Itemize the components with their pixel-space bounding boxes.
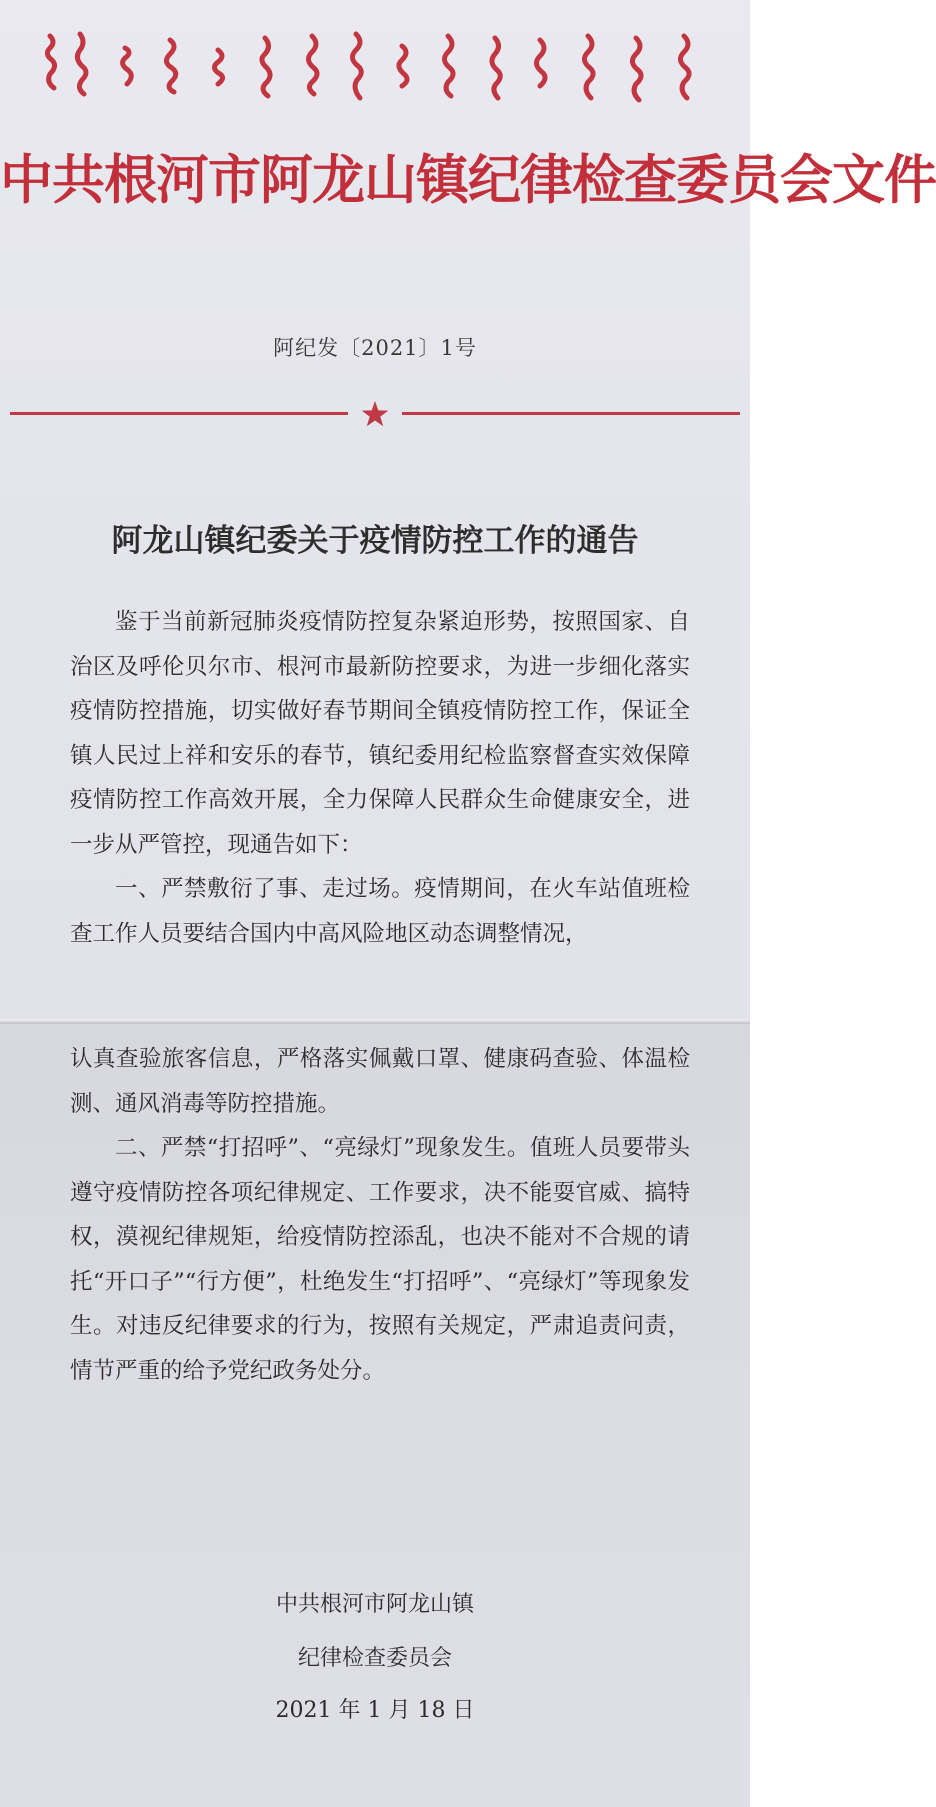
notice-body-top xyxy=(70,600,690,956)
notice-body-bottom xyxy=(70,1037,690,1393)
signature-org-line1: 中共根河市阿龙山镇 xyxy=(275,1592,474,1617)
paragraph-item-one: 一、严禁敷衍了事、走过场。疫情期间，在火车站值班检查工作人员要结合国内中高风险地区动态调整情况， xyxy=(70,876,690,947)
signature-date: 2021 年 1 月 18 日 xyxy=(275,1698,475,1723)
divider-line-left xyxy=(10,412,348,415)
paragraph-item-two: 二、严禁“打招呼”、“亮绿灯”现象发生。值班人员要带头遵守疫情防控各项纪律规定、工作要求，决不能耍官威、搞特权，漠视纪律规矩，给疫情防控添乱，也决不能对不合规的请托“开口子”“行方便”，杜绝发生“打招呼”、“亮绿灯”等现象发生。对违反纪律要求的行为，按照有关规定，严肃追责问责，情节严重的给予党纪政务处分。 xyxy=(70,1135,690,1384)
photo-seam xyxy=(0,1019,750,1024)
star-icon xyxy=(361,400,389,428)
divider-line-right xyxy=(402,412,740,415)
signature-org-line2: 纪律检查委员会 xyxy=(297,1646,452,1671)
header-divider xyxy=(10,400,740,440)
paragraph-intro: 鉴于当前新冠肺炎疫情防控复杂紧迫形势，按照国家、自治区及呼伦贝尔市、根河市最新防控要求，为进一步细化落实疫情防控措施，切实做好春节期间全镇疫情防控工作，保证全镇人民过上祥和安乐的春节，镇纪委用纪检监察督查实效保障疫情防控工作高效开展，全力保障人民群众生命健康安全，进一步从严管控，现通告如下： xyxy=(70,609,690,858)
notice-title: 阿龙山镇纪委关于疫情防控工作的通告 xyxy=(111,523,639,559)
document-header-title: 中共根河市阿龙山镇纪律检查委员会文件 xyxy=(0,150,936,211)
document-number: 阿纪发〔2021〕1号 xyxy=(273,336,477,360)
mongolian-header-script xyxy=(40,28,720,108)
paragraph-item-one-continued: 认真查验旅客信息，严格落实佩戴口罩、健康码查验、体温检测、通风消毒等防控措施。 xyxy=(70,1046,690,1117)
